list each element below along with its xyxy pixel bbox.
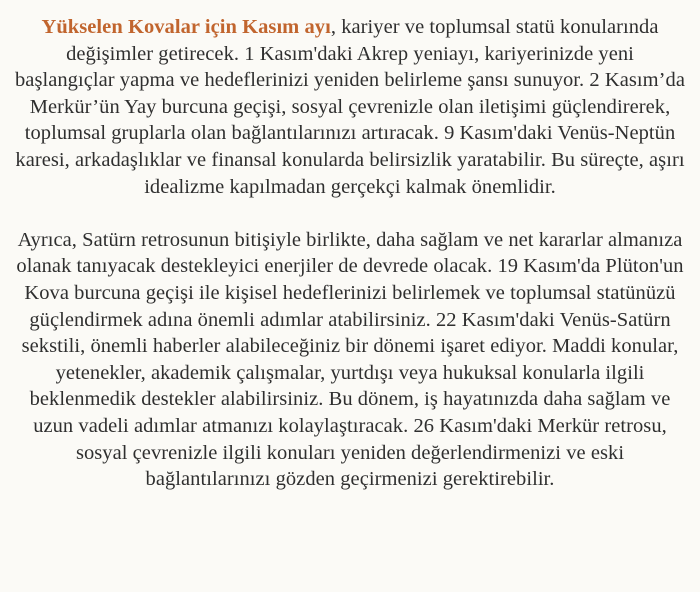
highlighted-lead-phrase: Yükselen Kovalar için Kasım ayı bbox=[41, 16, 331, 38]
paragraph-monthly-overview bbox=[14, 14, 686, 200]
paragraph-1-body: , kariyer ve toplumsal statü konularında değişimler getirecek. 1 Kasım'daki Akrep yeniayı, kariyerinizde yeni başlangıçlar yapma ve hedeflerinizi yeniden belirleme şansı sunuyor. 2 Kasım’da Merkür’ün Yay burcuna geçişi, sosyal çevrenizle olan iletişimi güçlendirerek, toplumsal gruplarla olan bağlantılarınızı artıracak. 9 Kasım'daki Venüs-Neptün karesi, arkadaşlıklar ve finansal konularda belirsizlik yaratabilir. Bu süreçte, aşırı idealizme kapılmadan gerçekçi kalmak önemlidir. bbox=[15, 16, 685, 198]
paragraph-saturn-pluto: Ayrıca, Satürn retrosunun bitişiyle birlikte, daha sağlam ve net kararlar almanıza olanak tanıyacak destekleyici enerjiler de devrede olacak. 19 Kasım'da Plüton'un Kova burcuna geçişi ile kişisel hedeflerinizi belirlemek ve toplumsal statünüzü güçlendirmek adına önemli adımlar atabilirsiniz. 22 Kasım'daki Venüs-Satürn sekstili, önemli haberler alabileceğiniz bir dönemi işaret ediyor. Maddi konular, yetenekler, akademik çalışmalar, yurtdışı veya hukuksal konularla ilgili beklenmedik destekler alabilirsiniz. Bu dönem, iş hayatınızda daha sağlam ve uzun vadeli adımlar atmanızı kolaylaştıracak. 26 Kasım'daki Merkür retrosu, sosyal çevrenizle ilgili konuları yeniden değerlendirmenizi ve eski bağlantılarınızı gözden geçirmenizi gerektirebilir. bbox=[16, 228, 684, 491]
